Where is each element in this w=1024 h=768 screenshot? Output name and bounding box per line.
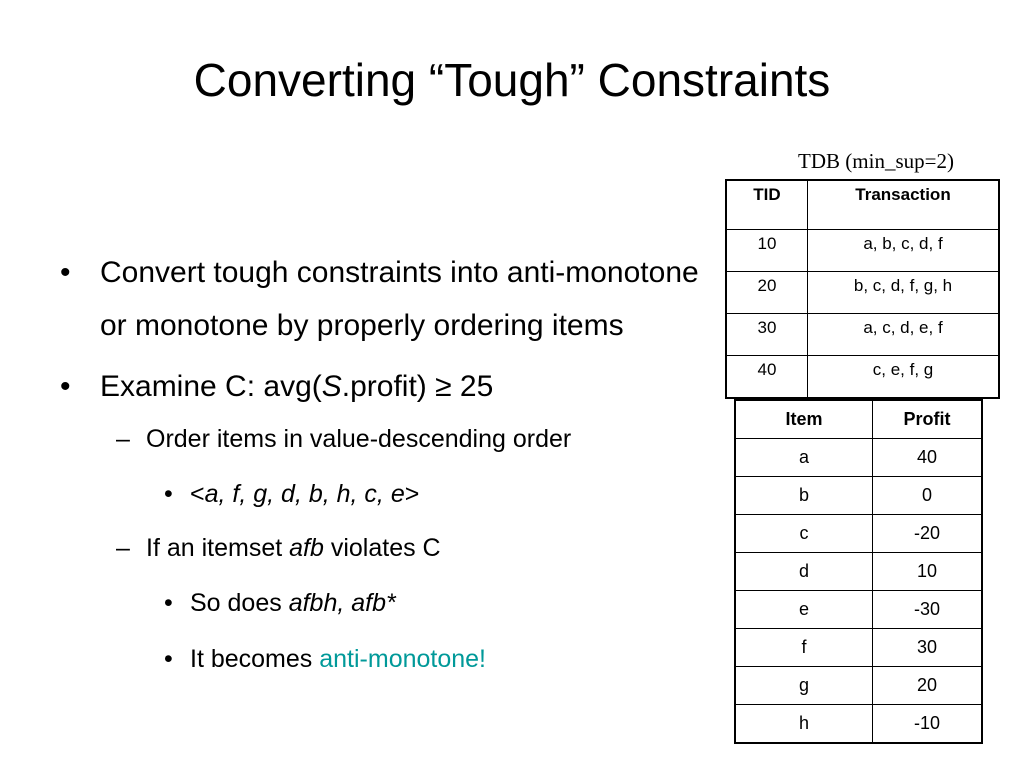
sub-sub-bullet-text: < bbox=[190, 480, 205, 508]
sub-sub-bullet-item bbox=[58, 575, 730, 631]
table-cell: e bbox=[735, 591, 873, 629]
profit-table bbox=[734, 399, 983, 744]
dash-icon: – bbox=[116, 534, 130, 562]
table-cell: 40 bbox=[726, 356, 808, 399]
bullet-list bbox=[58, 246, 730, 687]
sub-sub-bullet-text: So does bbox=[190, 589, 289, 617]
table-cell: g bbox=[735, 667, 873, 705]
sub-bullet-text-italic: afb bbox=[289, 534, 324, 562]
slide-title: Converting “Tough” Constraints bbox=[193, 54, 831, 106]
table-row bbox=[735, 667, 982, 705]
bullet-item bbox=[58, 360, 730, 413]
table-row bbox=[735, 477, 982, 515]
bullet-dot-icon: • bbox=[164, 645, 173, 673]
sub-sub-bullet-text-italic: afbh, afb* bbox=[288, 589, 396, 617]
table-cell: -20 bbox=[873, 515, 983, 553]
sub-sub-bullet-text: It becomes bbox=[190, 645, 320, 673]
transaction-table bbox=[725, 179, 1000, 399]
sub-bullet-text: Order items in value-descending order bbox=[146, 425, 572, 453]
table-cell: 40 bbox=[873, 439, 983, 477]
sub-bullet-item bbox=[58, 522, 730, 575]
table-cell: d bbox=[735, 553, 873, 591]
table-row bbox=[726, 356, 999, 399]
table-row bbox=[735, 553, 982, 591]
bullet-text: .profit) ≥ 25 bbox=[341, 370, 494, 403]
column-header: Profit bbox=[873, 400, 983, 439]
sub-sub-bullet-item bbox=[58, 466, 730, 522]
sub-bullet-text: violates C bbox=[323, 534, 441, 562]
table-cell: h bbox=[735, 705, 873, 744]
bullet-item bbox=[58, 246, 730, 352]
table-cell: 20 bbox=[873, 667, 983, 705]
bullet-text: Examine C: avg( bbox=[100, 370, 322, 403]
tdb-caption: TDB (min_sup=2) bbox=[798, 149, 954, 173]
sub-sub-bullet-item bbox=[58, 631, 730, 687]
table-cell: -10 bbox=[873, 705, 983, 744]
table-cell: -30 bbox=[873, 591, 983, 629]
highlight-text: anti-monotone! bbox=[319, 645, 487, 673]
table-row bbox=[726, 272, 999, 314]
column-header: TID bbox=[726, 180, 808, 230]
table-cell: b, c, d, f, g, h bbox=[808, 272, 1000, 314]
sub-bullet-item bbox=[58, 413, 730, 466]
table-cell: 10 bbox=[726, 230, 808, 272]
table-cell: 10 bbox=[873, 553, 983, 591]
bullet-text: Convert tough constraints into anti-monotone or monotone by properly ordering items bbox=[100, 256, 699, 342]
bullet-dot-icon: • bbox=[60, 370, 71, 403]
table-header-row bbox=[735, 400, 982, 439]
bullet-dot-icon: • bbox=[164, 480, 173, 508]
column-header: Item bbox=[735, 400, 873, 439]
table-cell: a bbox=[735, 439, 873, 477]
table-cell: 20 bbox=[726, 272, 808, 314]
table-row bbox=[726, 230, 999, 272]
table-cell: a, c, d, e, f bbox=[808, 314, 1000, 356]
table-row bbox=[735, 705, 982, 744]
table-cell: 30 bbox=[726, 314, 808, 356]
table-cell: a, b, c, d, f bbox=[808, 230, 1000, 272]
table-row bbox=[726, 314, 999, 356]
table-row bbox=[735, 439, 982, 477]
bullet-dot-icon: • bbox=[60, 256, 71, 289]
bullet-text-italic: S bbox=[321, 370, 342, 403]
table-row bbox=[735, 591, 982, 629]
sub-sub-bullet-text: > bbox=[404, 480, 420, 508]
table-cell: b bbox=[735, 477, 873, 515]
table-row bbox=[735, 515, 982, 553]
table-cell: 0 bbox=[873, 477, 983, 515]
bullet-dot-icon: • bbox=[164, 589, 173, 617]
sub-sub-bullet-text-italic: a, f, g, d, b, h, c, e bbox=[204, 480, 405, 508]
table-row bbox=[735, 629, 982, 667]
table-header-row bbox=[726, 180, 999, 230]
table-cell: c bbox=[735, 515, 873, 553]
dash-icon: – bbox=[116, 425, 130, 453]
table-cell: 30 bbox=[873, 629, 983, 667]
table-cell: c, e, f, g bbox=[808, 356, 1000, 399]
column-header: Transaction bbox=[808, 180, 1000, 230]
sub-bullet-text: If an itemset bbox=[146, 534, 290, 562]
table-cell: f bbox=[735, 629, 873, 667]
